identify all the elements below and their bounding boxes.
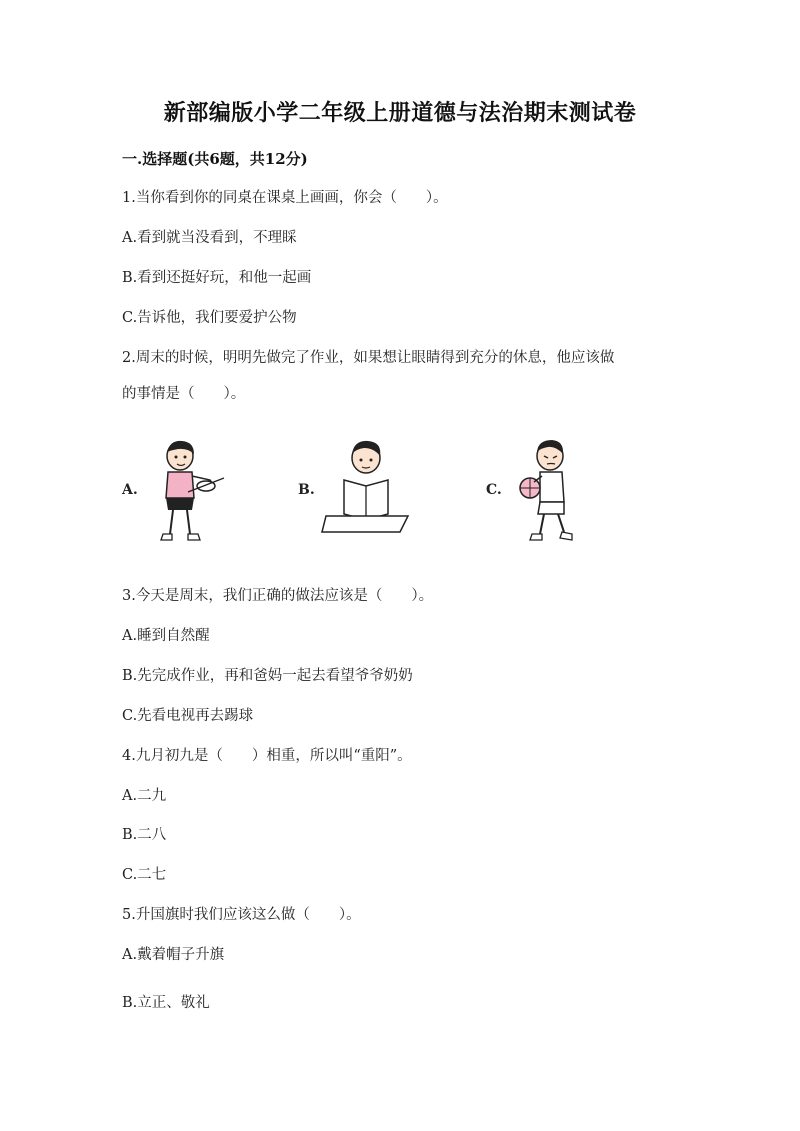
- question-2-option-a-label[interactable]: A.: [122, 482, 138, 498]
- question-3-stem: 3.今天是周末，我们正确的做法应该是（ ）。: [122, 588, 434, 604]
- question-5-option-b[interactable]: B.立正、敬礼: [122, 995, 210, 1011]
- question-4-option-b[interactable]: B.二八: [122, 827, 167, 843]
- question-2-option-c-label[interactable]: C.: [486, 482, 502, 498]
- question-3-option-b[interactable]: B.先完成作业，再和爸妈一起去看望爷爷奶奶: [122, 668, 413, 684]
- question-5-stem: 5.升国旗时我们应该这么做（ ）。: [122, 907, 361, 923]
- question-4-option-a[interactable]: A.二九: [122, 788, 167, 804]
- basketball-boy-icon: [506, 436, 586, 548]
- question-1-option-a[interactable]: A.看到就当没看到，不理睬: [122, 230, 297, 246]
- question-3-option-c[interactable]: C.先看电视再去踢球: [122, 708, 254, 724]
- question-2-image-options: [122, 432, 682, 552]
- page-title: 新部编版小学二年级上册道德与法治期末测试卷: [163, 100, 637, 126]
- question-2-stem-line-2: 的事情是（ ）。: [122, 386, 246, 402]
- violin-boy-icon: [148, 436, 228, 548]
- question-4-option-c[interactable]: C.二七: [122, 867, 167, 883]
- question-1-option-b[interactable]: B.看到还挺好玩，和他一起画: [122, 270, 312, 286]
- reading-boy-icon: [318, 436, 418, 536]
- section-heading: 一.选择题(共6题，共12分): [122, 150, 308, 168]
- question-1-stem: 1.当你看到你的同桌在课桌上画画，你会（ ）。: [122, 190, 448, 206]
- question-3-option-a[interactable]: A.睡到自然醒: [122, 628, 210, 644]
- question-2-stem-line-1: 2.周末的时候，明明先做完了作业，如果想让眼睛得到充分的休息，他应该做: [122, 350, 615, 366]
- question-1-option-c[interactable]: C.告诉他，我们要爱护公物: [122, 310, 297, 326]
- question-5-option-a[interactable]: A.戴着帽子升旗: [122, 947, 225, 963]
- question-4-stem: 4.九月初九是（ ）相重，所以叫“重阳”。: [122, 748, 412, 764]
- question-2-option-b-label[interactable]: B.: [298, 482, 315, 498]
